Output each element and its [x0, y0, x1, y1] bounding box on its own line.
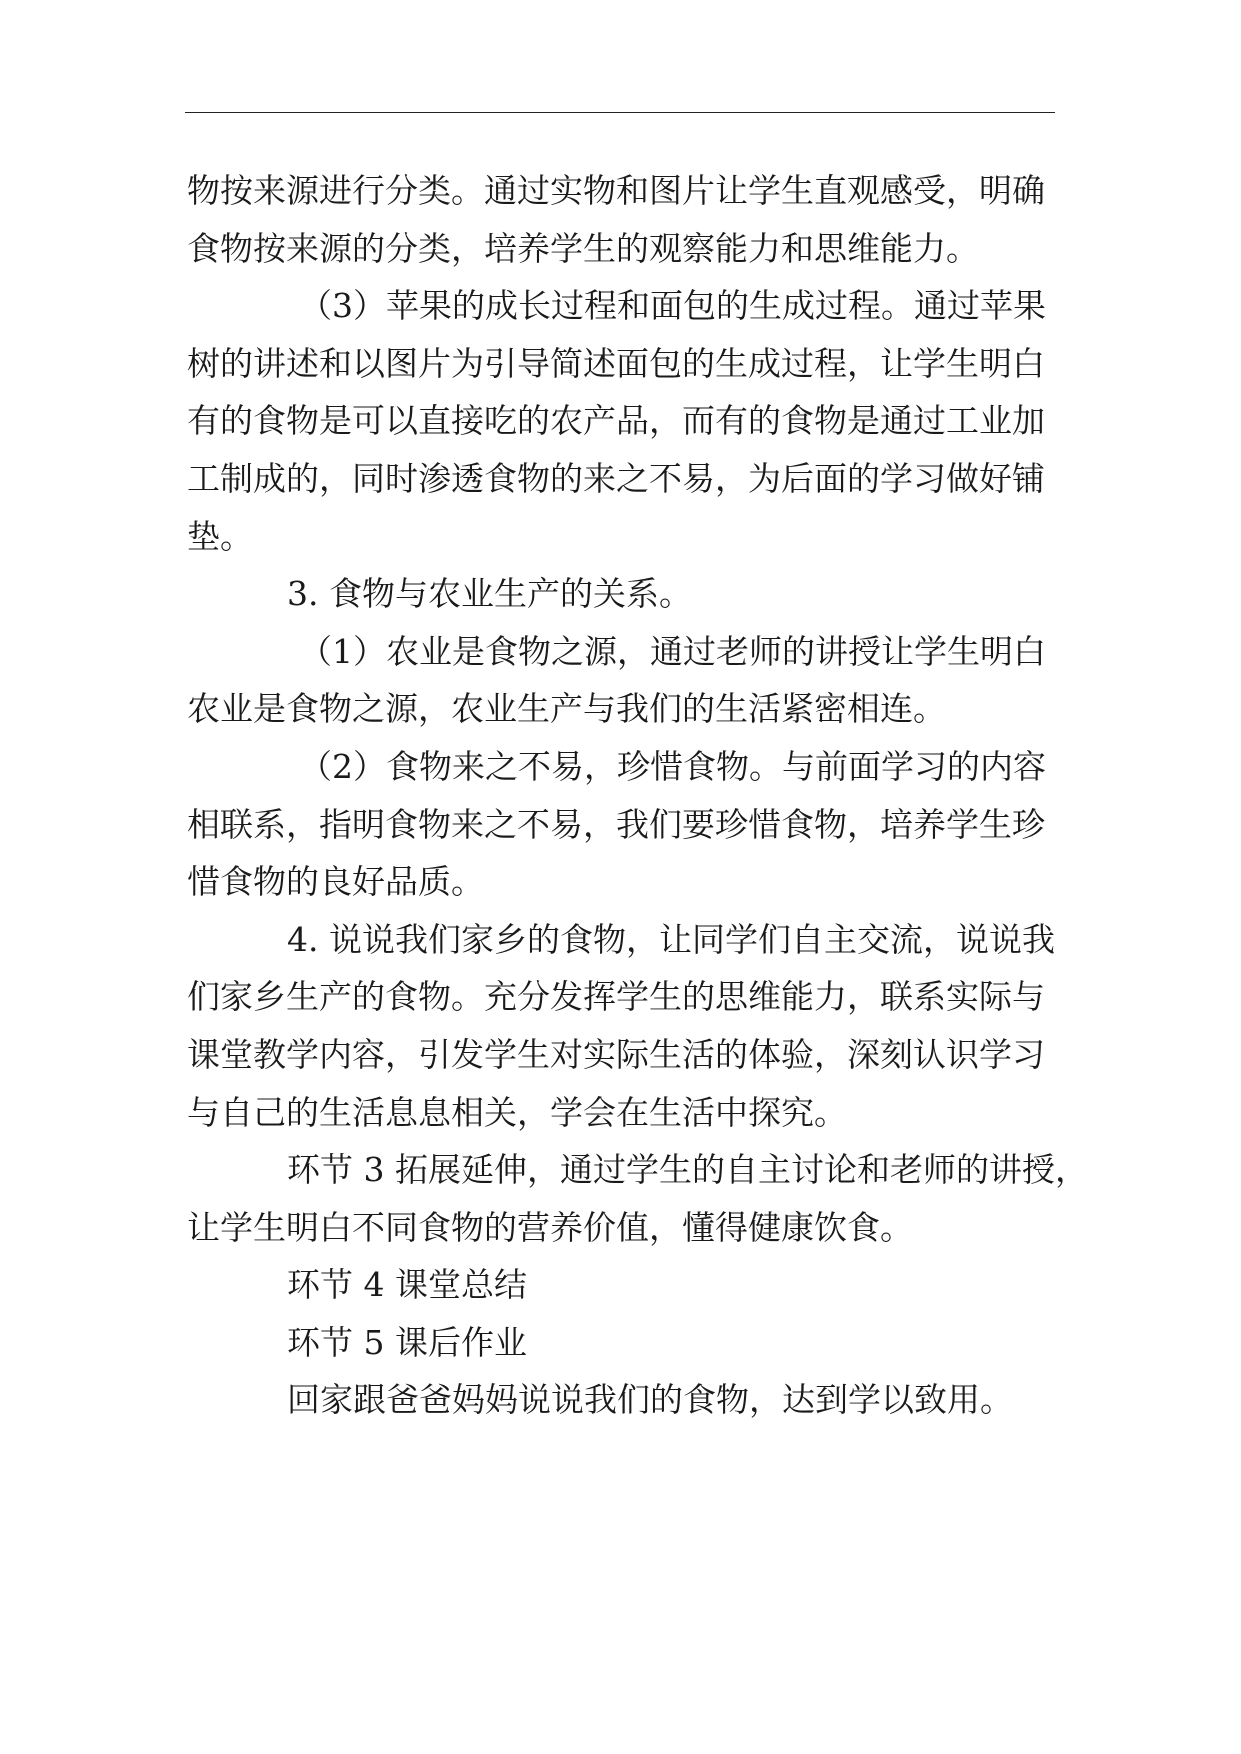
header-rule — [185, 112, 1055, 113]
document-body — [187, 162, 1088, 1429]
body-line: 环节 3 拓展延伸，通过学生的自主讨论和老师的讲授， — [287, 1150, 1088, 1190]
body-line: 农业是食物之源，农业生产与我们的生活紧密相连。 — [187, 689, 946, 729]
body-line: 工制成的，同时渗透食物的来之不易，为后面的学习做好铺 — [187, 458, 1045, 498]
body-line: 回家跟爸爸妈妈说说我们的食物，达到学以致用。 — [287, 1380, 1013, 1420]
body-line: 物按来源进行分类。通过实物和图片让学生直观感受，明确 — [187, 171, 1045, 210]
body-line: （2）食物来之不易，珍惜食物。与前面学习的内容 — [299, 746, 1046, 786]
body-line: 惜食物的良好品质。 — [187, 862, 484, 902]
body-line: （3）苹果的成长过程和面包的生成过程。通过苹果 — [299, 286, 1046, 326]
body-line: 垫。 — [187, 516, 253, 556]
body-line: 3. 食物与农业生产的关系。 — [287, 574, 692, 614]
body-line: 4. 说说我们家乡的食物，让同学们自主交流，说说我 — [287, 919, 1055, 959]
body-line: 环节 5 课后作业 — [287, 1322, 527, 1362]
body-line: 环节 4 课堂总结 — [287, 1265, 527, 1305]
body-line: 树的讲述和以图片为引导简述面包的生成过程，让学生明白 — [187, 343, 1045, 383]
body-line: 食物按来源的分类，培养学生的观察能力和思维能力。 — [187, 228, 979, 268]
body-line: 与自己的生活息息相关，学会在生活中探究。 — [187, 1092, 847, 1132]
body-line: （1）农业是食物之源，通过老师的讲授让学生明白 — [299, 631, 1046, 671]
body-line: 们家乡生产的食物。充分发挥学生的思维能力，联系实际与 — [187, 977, 1045, 1017]
body-line: 相联系，指明食物来之不易，我们要珍惜食物，培养学生珍 — [187, 804, 1045, 844]
body-line: 让学生明白不同食物的营养价值，懂得健康饮食。 — [187, 1207, 913, 1247]
body-line: 有的食物是可以直接吃的农产品，而有的食物是通过工业加 — [187, 401, 1045, 441]
body-line: 课堂教学内容，引发学生对实际生活的体验，深刻认识学习 — [187, 1034, 1045, 1074]
